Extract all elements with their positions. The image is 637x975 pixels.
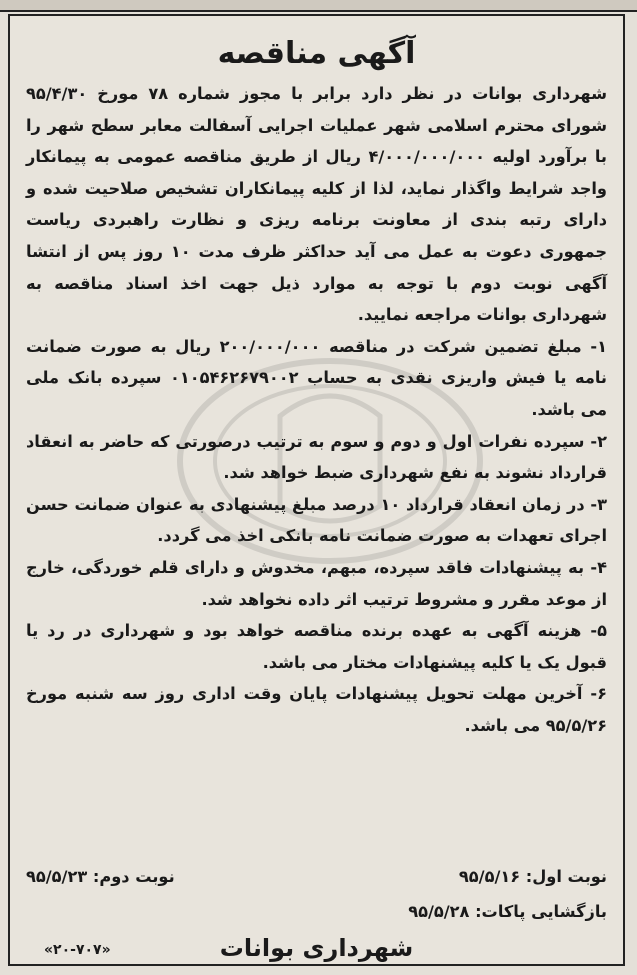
notice-body — [26, 78, 607, 741]
issuer-name: شهرداری بوانات — [219, 934, 414, 962]
opening-date: بازگشایی پاکات: ۹۵/۵/۲۸ — [408, 902, 607, 921]
second-round-date: نوبت دوم: ۹۵/۵/۲۳ — [26, 867, 175, 886]
first-round-date: نوبت اول: ۹۵/۵/۱۶ — [458, 867, 607, 886]
notice-title: آگهی مناقصه — [217, 36, 416, 71]
notice-item: ۱- مبلغ تضمین شرکت در مناقصه ۲۰۰/۰۰۰/۰۰۰ ریال به صورت ضمانت نامه یا فیش واریزی نقدی به حساب ۰۱۰۵۴۶۲۶۷۹۰۰۲ سپرده بانک ملی می باشد. — [26, 336, 608, 419]
notice-item: ۶- آخرین مهلت تحویل پیشنهادات پایان وقت اداری روز سه شنبه مورخ ۹۵/۵/۲۶ می باشد. — [26, 684, 607, 735]
notice-item: ۳- در زمان انعقاد قرارداد ۱۰ درصد مبلغ پیشنهادی به عنوان ضمانت حسن اجرای تعهدات به صورت ضمانت نامه بانکی اخذ می گردد. — [26, 494, 607, 546]
dates-block — [26, 861, 607, 927]
top-strip — [0, 0, 637, 12]
notice-intro: شهرداری بوانات در نظر دارد برابر با مجوز شماره ۷۸ مورخ ۹۵/۴/۳۰ شورای محترم اسلامی شهر عملیات اجرایی آسفالت معابر سطح شهر را با برآورد اولیه ۴/۰۰۰/۰۰۰/۰۰۰ ریال از طریق مناقصه عمومی به پیمانکار واجد شرایط واگذار نماید، لذا از کلیه پیمانکاران تشخیص صلاحیت شده و دارای رتبه بندی از معاونت برنامه ریزی و نظارت راهبردی ریاست جمهوری دعوت به عمل می آید حداکثر ظرف مدت ۱۰ روز پس از انتشا آگهی نوبت دوم با توجه به موارد ذیل جهت اخذ اسناد مناقصه به شهرداری بوانات مراجعه نمایید. — [26, 84, 607, 325]
notice-code: «۲۰-۷۰۷» — [44, 942, 111, 958]
notice-item: ۲- سپرده نفرات اول و دوم و سوم به ترتیب درصورتی که حاضر به انعقاد قرارداد نشوند به نفع شهرداری ضبط خواهد شد. — [26, 431, 607, 483]
opening-row — [26, 896, 607, 927]
notice-frame — [8, 14, 625, 966]
notice-item: ۵- هزینه آگهی به عهده برنده مناقصه خواهد بود و شهرداری در رد یا قبول یک یا کلیه پیشنهادات مختار می باشد. — [26, 621, 607, 672]
notice-item: ۴- به پیشنهادات فاقد سپرده، مبهم، مخدوش و دارای قلم خوردگی، خارج از موعد مقرر و مشروط ترتیب اثر داده نخواهد شد. — [26, 557, 607, 609]
rounds-row — [26, 861, 607, 892]
